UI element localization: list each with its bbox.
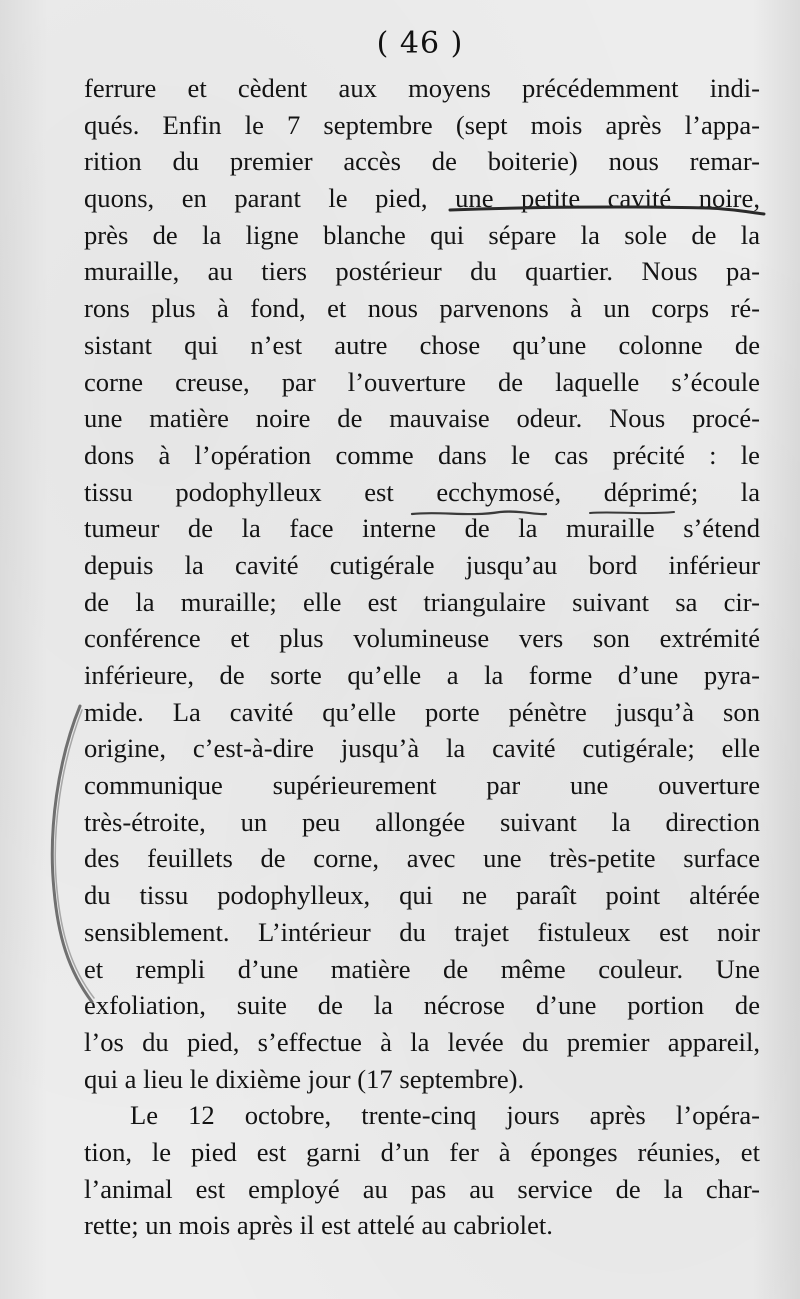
page-number: ( 46 ): [376, 26, 464, 61]
text-line: l’os du pied, s’effectue à la levée du premier appareil,: [84, 1026, 760, 1057]
body-text: [84, 70, 760, 1244]
text-line: près de la ligne blanche qui sépare la sole de la: [84, 219, 760, 250]
text-line: muraille, au tiers postérieur du quartier. Nous pa-: [84, 256, 760, 287]
text-line: du tissu podophylleux, qui ne paraît point altérée: [84, 880, 760, 911]
text-line: exfoliation, suite de la nécrose d’une portion de: [84, 990, 760, 1021]
text-line: rette; un mois après il est attelé au cabriolet.: [84, 1210, 553, 1241]
text-line: sistant qui n’est autre chose qu’une colonne de: [84, 329, 760, 360]
text-line: conférence et plus volumineuse vers son extrémité: [84, 623, 760, 654]
text-line: une matière noire de mauvaise odeur. Nous procé-: [84, 403, 760, 434]
text-line: qués. Enfin le 7 septembre (sept mois après l’appa-: [84, 109, 760, 140]
text-line: très-étroite, un peu allongée suivant la direction: [84, 806, 760, 837]
text-line: corne creuse, par l’ouverture de laquelle s’écoule: [84, 366, 760, 397]
text-line: quons, en parant le pied, une petite cavité noire,: [84, 183, 760, 214]
text-line: tion, le pied est garni d’un fer à éponges réunies, et: [84, 1136, 760, 1167]
text-line: rons plus à fond, et nous parvenons à un corps ré-: [84, 293, 760, 324]
text-line: tissu podophylleux est ecchymosé, déprimé; la: [84, 476, 760, 507]
text-line: qui a lieu le dixième jour (17 septembre).: [84, 1063, 525, 1094]
text-line: Le 12 octobre, trente-cinq jours après l’opéra-: [130, 1100, 760, 1131]
text-line: de la muraille; elle est triangulaire suivant sa cir-: [84, 586, 760, 617]
text-line: origine, c’est-à-dire jusqu’à la cavité cutigérale; elle: [84, 733, 760, 764]
text-line: depuis la cavité cutigérale jusqu’au bord inférieur: [84, 549, 760, 580]
text-line: mide. La cavité qu’elle porte pénètre jusqu’à son: [84, 696, 760, 727]
text-line: ferrure et cèdent aux moyens précédemment indi-: [84, 73, 760, 103]
text-line: dons à l’opération comme dans le cas précité : le: [84, 439, 760, 470]
text-line: et rempli d’une matière de même couleur. Une: [84, 953, 760, 984]
text-line: communique supérieurement par une ouverture: [84, 770, 760, 801]
text-line: sensiblement. L’intérieur du trajet fistuleux est noir: [84, 916, 760, 947]
text-line: des feuillets de corne, avec une très-petite surface: [84, 843, 760, 874]
text-line: l’animal est employé au pas au service de la char-: [84, 1173, 760, 1204]
text-line: tumeur de la face interne de la muraille s’étend: [84, 513, 760, 544]
text-line: inférieure, de sorte qu’elle a la forme d’une pyra-: [84, 660, 760, 690]
text-line: rition du premier accès de boiterie) nous remar-: [84, 146, 760, 177]
